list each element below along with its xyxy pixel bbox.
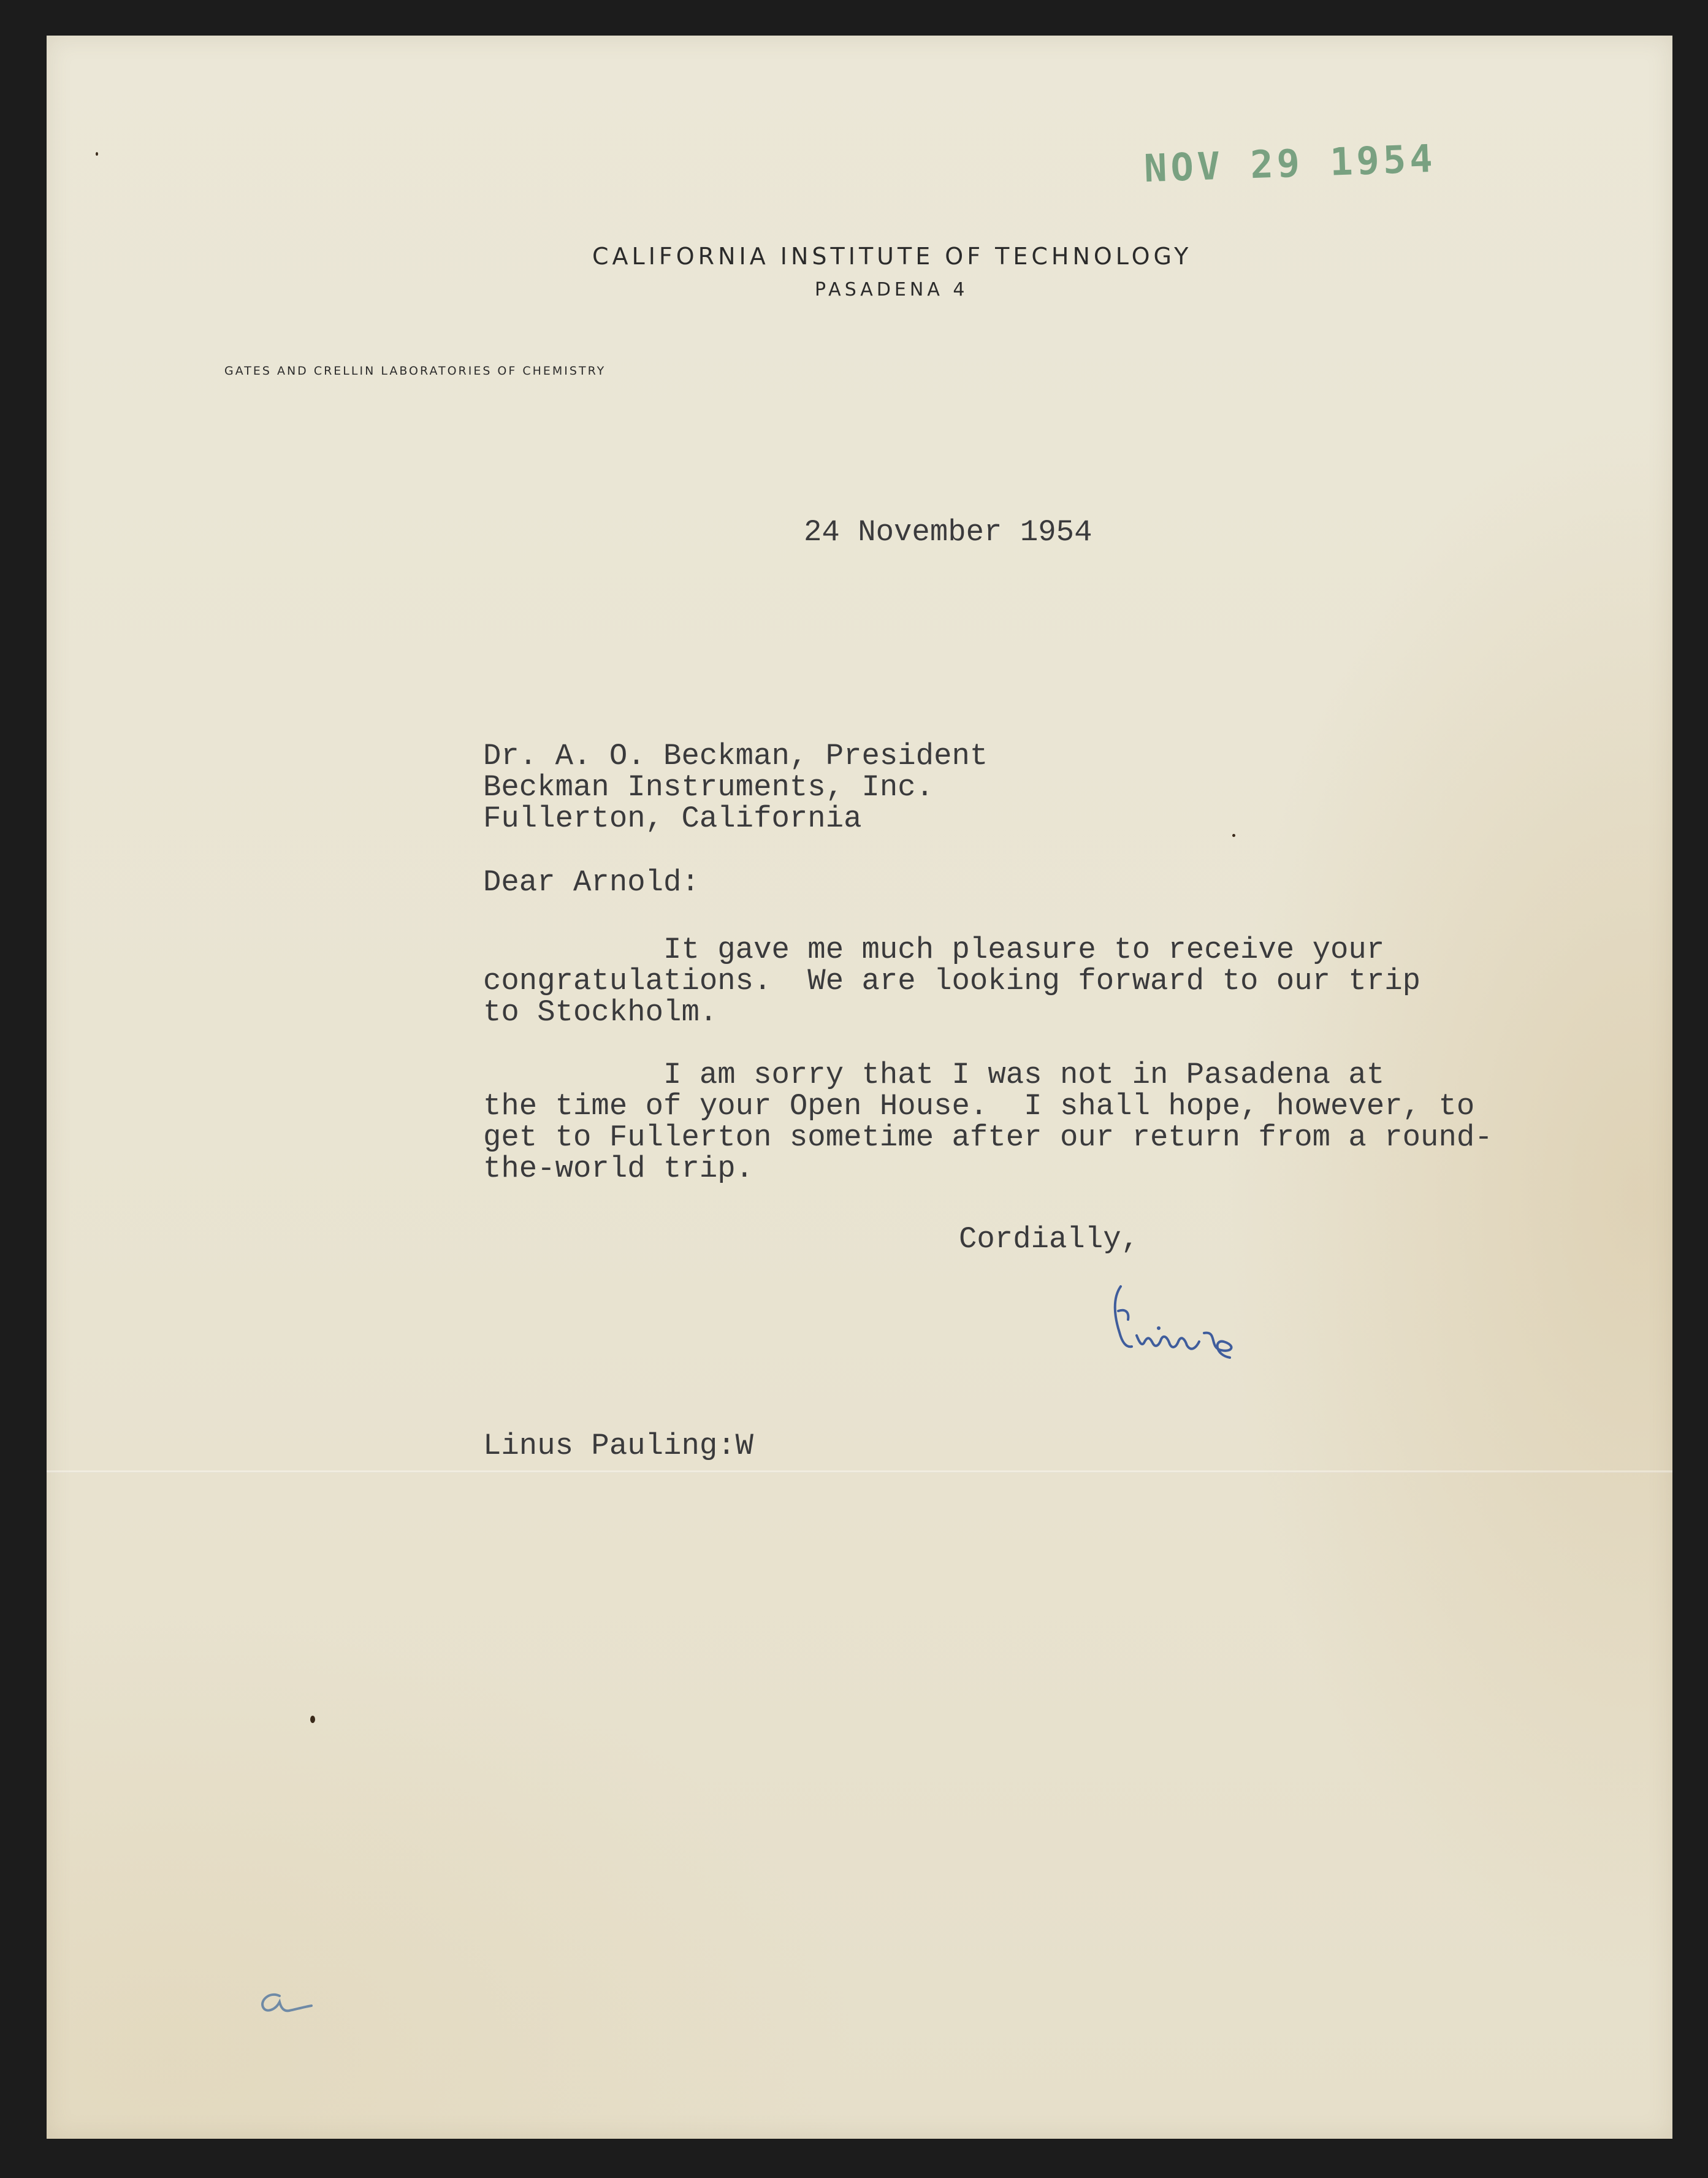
body-paragraph-2: I am sorry that I was not in Pasadena at the time of your Open House. I shall hope, however, to get to Fullerton sometime after our return from a round- the-world trip. — [483, 1058, 1493, 1186]
handwritten-signature — [1101, 1274, 1260, 1366]
letterhead-department: GATES AND CRELLIN LABORATORIES OF CHEMISTRY — [224, 364, 606, 378]
letterhead-institution: CALIFORNIA INSTITUTE OF TECHNOLOGY — [592, 243, 1192, 270]
paper-speck — [1232, 834, 1235, 837]
paper-speck — [310, 1716, 315, 1723]
recipient-line-3: Fullerton, California — [483, 801, 862, 836]
typed-signature: Linus Pauling:W — [483, 1429, 754, 1463]
letter-date: 24 November 1954 — [804, 515, 1092, 549]
paper-speck — [96, 152, 98, 156]
handwritten-mark — [255, 1982, 316, 2019]
body-paragraph-1: It gave me much pleasure to receive your congratulations. We are looking forward to our trip to Stockholm. — [483, 933, 1421, 1030]
received-date-stamp: NOV 29 1954 — [1143, 136, 1437, 191]
paper-fold — [47, 1470, 1672, 1473]
closing: Cordially, — [959, 1222, 1140, 1256]
recipient-line-2: Beckman Instruments, Inc. — [483, 770, 934, 804]
recipient-line-1: Dr. A. O. Beckman, President — [483, 739, 988, 773]
letterhead-city: PASADENA 4 — [815, 279, 969, 300]
salutation: Dear Arnold: — [483, 865, 700, 900]
letter-page — [47, 36, 1672, 2139]
